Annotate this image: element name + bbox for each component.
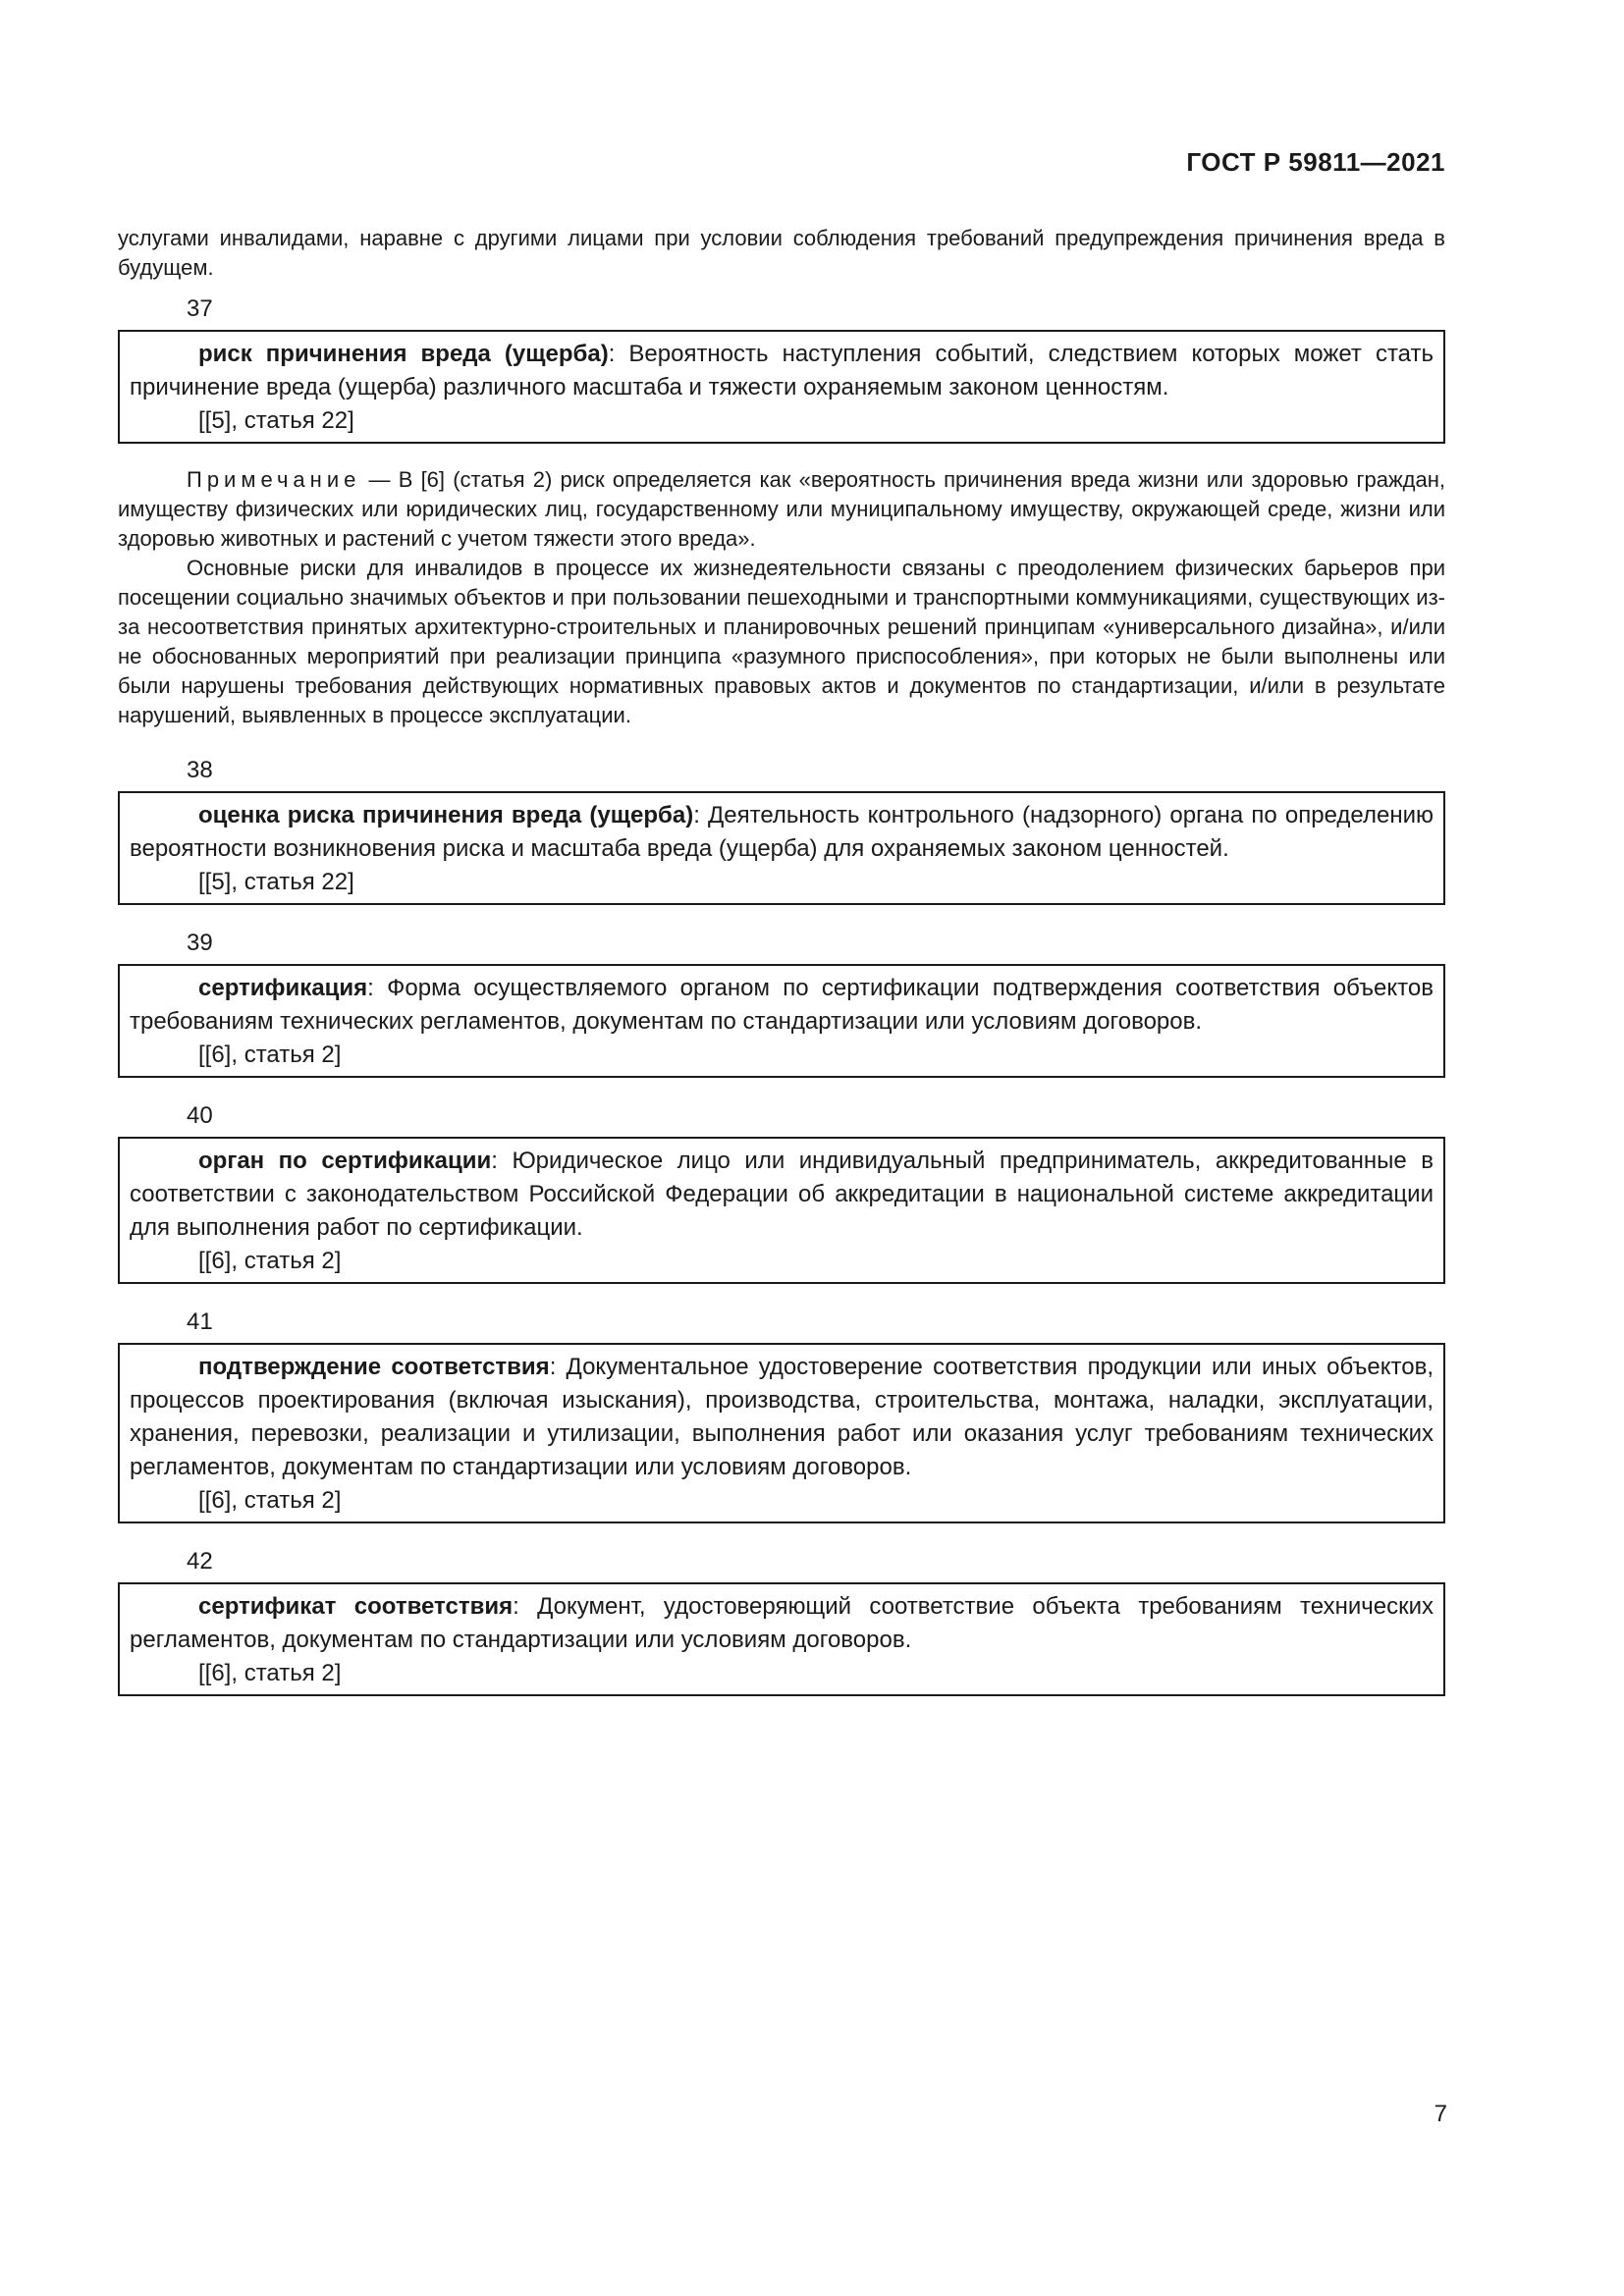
term-name: риск причинения вреда (ущерба) (198, 341, 609, 367)
term-number: 40 (187, 1102, 213, 1129)
term-text: : Документ, удостоверяющий соответствие объекта требованиям технических регламентов, документам по стандартизации или условиям договоров. (130, 1593, 1434, 1653)
term-entry-40 (118, 1099, 1445, 1284)
term-text: : Деятельность контрольного (надзорного) органа по определению вероятности возникновения риска и масштаба вреда (ущерба) для охраняемых законом ценностей. (130, 802, 1434, 862)
term-box (118, 1582, 1445, 1696)
page-number: 7 (1434, 2101, 1447, 2127)
term-source: [[6], статья 2] (198, 1660, 342, 1686)
term-text: : Юридическое лицо или индивидуальный предприниматель, аккредитованные в соответствии с законодательством Российской Федерации об аккредитации в национальной системе аккредитации для выполнения работ по сертификации. (130, 1148, 1435, 1241)
term-entry-41 (118, 1306, 1445, 1523)
term-definition (130, 972, 1434, 1039)
term-text: : Форма осуществляемого органом по сертификации подтверждения соответствия объектов требованиям технических регламентов, документам по стандартизации или условиям договоров. (130, 975, 1434, 1035)
term-entry-42 (118, 1545, 1445, 1696)
term-definition (130, 1351, 1434, 1484)
term-text: : Вероятность наступления событий, следствием которых может стать причинение вреда (ущерба) различного масштаба и тяжести охраняемым законом ценностям. (130, 341, 1434, 400)
document-id-header: ГОСТ Р 59811—2021 (1186, 147, 1445, 177)
term-number: 39 (187, 930, 213, 956)
term-box (118, 1137, 1445, 1284)
term-name: орган по сертификации (198, 1148, 492, 1174)
term-name: оценка риска причинения вреда (ущерба) (198, 802, 694, 828)
term-entry-39 (118, 927, 1445, 1078)
term-definition (130, 338, 1434, 404)
intro-continuation: услугами инвалидами, наравне с другими лицами при условии соблюдения требований предупреждения причинения вреда в будущем. (118, 226, 1445, 280)
term-definition (130, 1590, 1434, 1657)
term-source: [[5], статья 22] (198, 407, 354, 434)
term-box (118, 964, 1445, 1078)
term-text: : Документальное удостоверение соответствия продукции или иных объектов, процессов проектирования (включая изыскания), производства, строительства, монтажа, наладки, эксплуатации, хранения, перевозки, реализации и утилизации, выполнения работ или оказания услуг требованиям технических регламентов, документам по стандартизации или условиям договоров. (130, 1354, 1434, 1480)
term-name: сертификация (198, 975, 368, 1001)
term-definition (130, 799, 1434, 866)
term-number: 37 (187, 295, 213, 322)
term-source: [[6], статья 2] (198, 1487, 342, 1514)
term-entry-38 (118, 754, 1445, 905)
note-paragraph (118, 465, 1445, 554)
term-definition (130, 1145, 1434, 1245)
term-entry-37 (118, 293, 1445, 444)
page-content (118, 224, 1445, 1696)
term-box (118, 1343, 1445, 1523)
risks-paragraph: Основные риски для инвалидов в процессе их жизнедеятельности связаны с преодолением физических барьеров при посещении социально значимых объектов и при пользовании пешеходными и транспортными коммуникациями, существующих из-за несоответствия принятых архитектурно-строительных и планировочных решений принципам «универсального дизайна», и/или не обоснованных мероприятий при реализации принципа «разумного приспособления», при которых не были выполнены или были нарушены требования действующих нормативных правовых актов и документов по стандартизации, и/или в результате нарушений, выявленных в процессе эксплуатации. (118, 556, 1445, 727)
term-number: 41 (187, 1308, 213, 1335)
term-source: [[6], статья 2] (198, 1248, 342, 1274)
note-text: — В [6] (статья 2) риск определяется как «вероятность причинения вреда жизни или здоровью граждан, имуществу физических или юридических лиц, государственному или муниципальному имуществу, окружающей среде, жизни или здоровью животных и растений с учетом тяжести этого вреда». (118, 467, 1445, 551)
term-name: подтверждение соответствия (198, 1354, 550, 1380)
term-number: 42 (187, 1548, 213, 1575)
note-label: Примечание (187, 467, 361, 492)
term-name: сертификат соответствия (198, 1593, 514, 1620)
term-number: 38 (187, 757, 213, 783)
term-box (118, 330, 1445, 444)
term-box (118, 791, 1445, 905)
term-source: [[6], статья 2] (198, 1041, 342, 1068)
term-source: [[5], статья 22] (198, 869, 354, 895)
